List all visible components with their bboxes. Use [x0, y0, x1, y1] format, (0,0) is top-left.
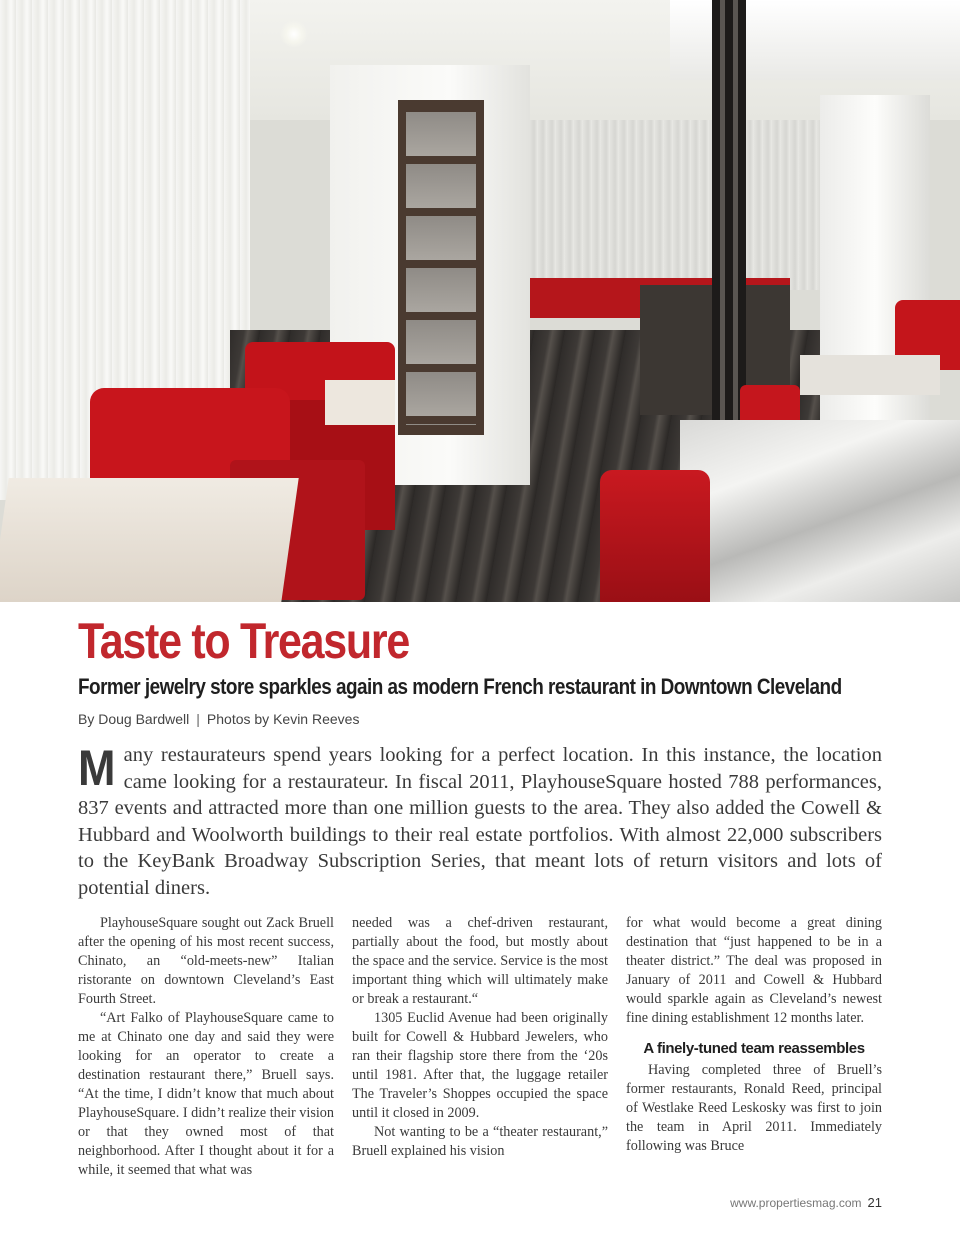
- page-footer: [730, 1195, 882, 1210]
- dining-table-front: [0, 478, 299, 602]
- dining-table-right: [800, 355, 940, 395]
- author: By Doug Bardwell: [78, 711, 190, 727]
- hero-photo: [0, 0, 960, 602]
- lede-paragraph: [78, 742, 882, 901]
- article-subtitle: Former jewelry store sparkles again as modern French restaurant in Downtown Cleveland: [78, 674, 842, 699]
- glass-door-panes: [406, 112, 476, 425]
- paragraph: for what would become a great dining destination that “just happened to be in a theater district.” The deal was proposed in January of 2011 and Cowell & Hubbard would sparkle again as Cleveland’s newest fine dining establishment 12 months later.: [626, 915, 882, 1026]
- paragraph: PlayhouseSquare sought out Zack Bruell after the opening of his most recent success, Chinato, an “old-meets-new” Italian ristorante on downtown Cleveland’s East Fourth Street.: [78, 915, 334, 1007]
- footer-url[interactable]: www.propertiesmag.com: [730, 1196, 862, 1210]
- black-posts: [712, 0, 746, 420]
- photographer: Photos by Kevin Reeves: [206, 711, 360, 727]
- paragraph: Having completed three of Bruell’s former restaurants, Ronald Reed, principal of Westlake Reed Leskosky was first to join the team in April 2011. Immediately following was Bruce: [626, 1062, 882, 1154]
- byline-separator: |: [196, 711, 200, 727]
- sheer-curtain-back: [520, 120, 820, 290]
- ceiling-light: [280, 20, 308, 48]
- article-title: Taste to Treasure: [78, 613, 409, 669]
- drop-cap: M: [78, 740, 116, 796]
- lede-text: any restaurateurs spend years looking for a perfect location. In this instance, the location came looking for a restaurateur. In fiscal 2011, PlayhouseSquare hosted 788 performances, 837 events and attracted more than one million guests to the area. They also added the Cowell & Hubbard and Woolworth buildings to their real estate portfolios. With almost 22,000 subscribers to the KeyBank Broadway Subscription Series, that meant lots of return visitors and lots of potential diners.: [78, 744, 882, 899]
- section-heading: A finely-tuned team reassembles: [643, 1040, 865, 1057]
- stainless-steel-table: [680, 420, 960, 602]
- body-column-1: [78, 914, 334, 1180]
- dining-table: [325, 380, 395, 425]
- paragraph: Not wanting to be a “theater restaurant,” Bruell explained his vision: [352, 1124, 608, 1159]
- page-number: 21: [867, 1195, 882, 1210]
- paragraph: “Art Falko of PlayhouseSquare came to me at Chinato one day and said they were looking for an operator to create a destination restaurant there,” Bruell says. “At the time, I didn’t know that much about PlayhouseSquare. I didn’t realize their vision or that they owned most of that neighborhood. After I thought about it for a while, it seemed that what was: [78, 1010, 334, 1178]
- byline: [78, 711, 359, 727]
- white-column: [820, 95, 930, 455]
- body-column-2: [352, 914, 608, 1161]
- paragraph: needed was a chef-driven restaurant, partially about the food, but mostly about the space and the service. Service is the most important thing which will ultimately make or break a restaurant.“: [352, 915, 608, 1007]
- body-column-3: [626, 914, 882, 1156]
- paragraph: 1305 Euclid Avenue had been originally built for Cowell & Hubbard Jewelers, who ran their flagship store there from the ‘20s until 1981. After that, the luggage retailer The Traveler’s Shoppes occupied the space until it closed in 2009.: [352, 1010, 608, 1121]
- red-chair-front: [600, 470, 710, 602]
